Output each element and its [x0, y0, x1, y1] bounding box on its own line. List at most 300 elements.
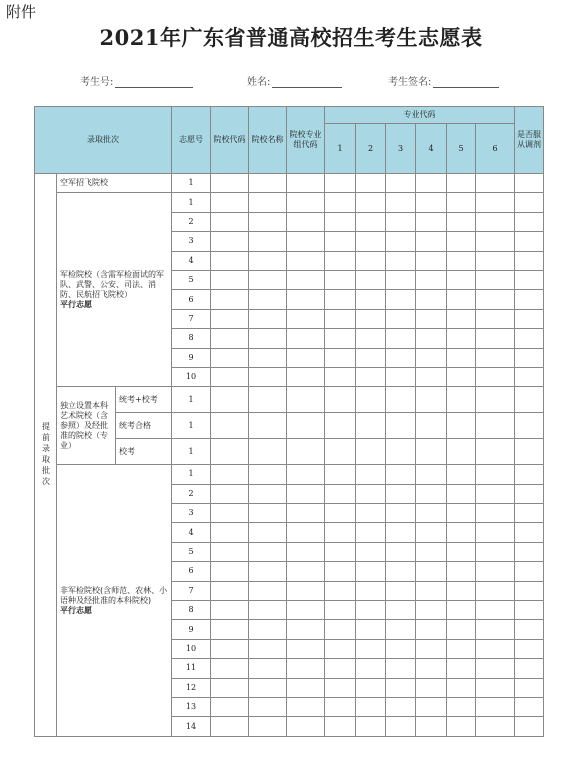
- signature-field[interactable]: [388, 73, 499, 88]
- major-1-cell[interactable]: [325, 348, 356, 367]
- school-name-cell[interactable]: [249, 620, 287, 639]
- major-3-cell[interactable]: [386, 620, 416, 639]
- school-name-cell[interactable]: [249, 484, 287, 503]
- adjust-cell[interactable]: [515, 174, 544, 193]
- major-group-code-cell[interactable]: [287, 387, 325, 413]
- major-4-cell[interactable]: [416, 290, 447, 309]
- adjust-cell[interactable]: [515, 484, 544, 503]
- major-2-cell[interactable]: [356, 465, 386, 484]
- major-group-code-cell[interactable]: [287, 290, 325, 309]
- major-5-cell[interactable]: [447, 659, 476, 678]
- major-3-cell[interactable]: [386, 367, 416, 386]
- major-3-cell[interactable]: [386, 697, 416, 716]
- major-5-cell[interactable]: [447, 717, 476, 736]
- major-group-code-cell[interactable]: [287, 601, 325, 620]
- major-1-cell[interactable]: [325, 465, 356, 484]
- choice-row: [35, 193, 544, 212]
- major-5-cell[interactable]: [447, 212, 476, 231]
- major-4-cell[interactable]: [416, 251, 447, 270]
- major-4-cell[interactable]: [416, 542, 447, 561]
- major-6-cell[interactable]: [476, 504, 515, 523]
- school-code-cell[interactable]: [211, 620, 249, 639]
- major-2-cell[interactable]: [356, 232, 386, 251]
- adjust-cell[interactable]: [515, 348, 544, 367]
- choice-row: [35, 465, 544, 484]
- adjust-cell[interactable]: [515, 270, 544, 289]
- school-name-cell[interactable]: [249, 329, 287, 348]
- major-6-cell[interactable]: [476, 387, 515, 413]
- major-1-cell[interactable]: [325, 367, 356, 386]
- major-group-code-cell[interactable]: [287, 542, 325, 561]
- school-name-cell[interactable]: [249, 212, 287, 231]
- major-1-cell[interactable]: [325, 413, 356, 439]
- major-1-cell[interactable]: [325, 309, 356, 328]
- major-3-cell[interactable]: [386, 717, 416, 736]
- major-1-cell[interactable]: [325, 212, 356, 231]
- major-5-cell[interactable]: [447, 484, 476, 503]
- major-4-cell[interactable]: [416, 465, 447, 484]
- school-name-cell[interactable]: [249, 504, 287, 523]
- major-6-cell[interactable]: [476, 542, 515, 561]
- major-5-cell[interactable]: [447, 504, 476, 523]
- exam-number-field[interactable]: [80, 73, 193, 88]
- choice-number: 14: [172, 717, 211, 736]
- choice-number: 6: [172, 290, 211, 309]
- major-6-cell[interactable]: [476, 348, 515, 367]
- major-3-cell[interactable]: [386, 387, 416, 413]
- school-code-cell[interactable]: [211, 697, 249, 716]
- major-group-code-cell[interactable]: [287, 212, 325, 231]
- major-4-cell[interactable]: [416, 413, 447, 439]
- major-3-cell[interactable]: [386, 309, 416, 328]
- major-5-cell[interactable]: [447, 678, 476, 697]
- major-2-cell[interactable]: [356, 367, 386, 386]
- header-major-group-code: 院校专业组代码: [287, 107, 325, 174]
- major-5-cell[interactable]: [447, 542, 476, 561]
- major-6-cell[interactable]: [476, 484, 515, 503]
- school-name-cell[interactable]: [249, 232, 287, 251]
- major-3-cell[interactable]: [386, 174, 416, 193]
- school-code-cell[interactable]: [211, 601, 249, 620]
- major-3-cell[interactable]: [386, 290, 416, 309]
- major-group-code-cell[interactable]: [287, 174, 325, 193]
- major-3-cell[interactable]: [386, 504, 416, 523]
- major-3-cell[interactable]: [386, 329, 416, 348]
- major-group-code-cell[interactable]: [287, 523, 325, 542]
- major-6-cell[interactable]: [476, 601, 515, 620]
- major-6-cell[interactable]: [476, 232, 515, 251]
- major-4-cell[interactable]: [416, 232, 447, 251]
- major-2-cell[interactable]: [356, 309, 386, 328]
- major-4-cell[interactable]: [416, 270, 447, 289]
- non-military-label: 非军检院校(含师范、农林、小语种及经批准的本科院校): [60, 585, 168, 605]
- major-3-cell[interactable]: [386, 270, 416, 289]
- school-name-cell[interactable]: [249, 367, 287, 386]
- major-4-cell[interactable]: [416, 367, 447, 386]
- major-group-code-cell[interactable]: [287, 348, 325, 367]
- major-3-cell[interactable]: [386, 659, 416, 678]
- major-6-cell[interactable]: [476, 678, 515, 697]
- major-4-cell[interactable]: [416, 484, 447, 503]
- major-6-cell[interactable]: [476, 439, 515, 465]
- major-1-cell[interactable]: [325, 542, 356, 561]
- major-2-cell[interactable]: [356, 542, 386, 561]
- major-1-cell[interactable]: [325, 620, 356, 639]
- major-3-cell[interactable]: [386, 639, 416, 658]
- adjust-cell[interactable]: [515, 309, 544, 328]
- major-1-cell[interactable]: [325, 523, 356, 542]
- major-5-cell[interactable]: [447, 348, 476, 367]
- school-code-cell[interactable]: [211, 290, 249, 309]
- header-major-col: 4: [416, 124, 447, 174]
- school-code-cell[interactable]: [211, 193, 249, 212]
- school-name-cell[interactable]: [249, 542, 287, 561]
- major-group-code-cell[interactable]: [287, 251, 325, 270]
- school-name-cell[interactable]: [249, 717, 287, 736]
- school-name-cell[interactable]: [249, 174, 287, 193]
- major-group-code-cell[interactable]: [287, 329, 325, 348]
- adjust-cell[interactable]: [515, 678, 544, 697]
- major-3-cell[interactable]: [386, 581, 416, 600]
- school-code-cell[interactable]: [211, 413, 249, 439]
- choice-number: 5: [172, 270, 211, 289]
- choice-number: 5: [172, 542, 211, 561]
- major-5-cell[interactable]: [447, 387, 476, 413]
- school-code-cell[interactable]: [211, 678, 249, 697]
- major-5-cell[interactable]: [447, 367, 476, 386]
- major-4-cell[interactable]: [416, 659, 447, 678]
- major-3-cell[interactable]: [386, 465, 416, 484]
- major-6-cell[interactable]: [476, 523, 515, 542]
- major-1-cell[interactable]: [325, 601, 356, 620]
- major-2-cell[interactable]: [356, 659, 386, 678]
- major-3-cell[interactable]: [386, 678, 416, 697]
- major-6-cell[interactable]: [476, 697, 515, 716]
- school-code-cell[interactable]: [211, 717, 249, 736]
- major-1-cell[interactable]: [325, 659, 356, 678]
- school-code-cell[interactable]: [211, 504, 249, 523]
- major-1-cell[interactable]: [325, 562, 356, 581]
- major-1-cell[interactable]: [325, 717, 356, 736]
- adjust-cell[interactable]: [515, 413, 544, 439]
- adjust-cell[interactable]: [515, 212, 544, 231]
- adjust-cell[interactable]: [515, 439, 544, 465]
- major-4-cell[interactable]: [416, 212, 447, 231]
- major-1-cell[interactable]: [325, 251, 356, 270]
- school-name-cell[interactable]: [249, 581, 287, 600]
- major-6-cell[interactable]: [476, 174, 515, 193]
- adjust-cell[interactable]: [515, 465, 544, 484]
- major-6-cell[interactable]: [476, 251, 515, 270]
- major-1-cell[interactable]: [325, 639, 356, 658]
- major-group-code-cell[interactable]: [287, 465, 325, 484]
- major-4-cell[interactable]: [416, 620, 447, 639]
- major-6-cell[interactable]: [476, 193, 515, 212]
- major-1-cell[interactable]: [325, 581, 356, 600]
- major-1-cell[interactable]: [325, 678, 356, 697]
- adjust-cell[interactable]: [515, 659, 544, 678]
- major-group-code-cell[interactable]: [287, 620, 325, 639]
- major-5-cell[interactable]: [447, 620, 476, 639]
- major-3-cell[interactable]: [386, 348, 416, 367]
- major-5-cell[interactable]: [447, 639, 476, 658]
- school-name-cell[interactable]: [249, 251, 287, 270]
- major-5-cell[interactable]: [447, 562, 476, 581]
- major-3-cell[interactable]: [386, 193, 416, 212]
- choice-number: 9: [172, 348, 211, 367]
- major-2-cell[interactable]: [356, 484, 386, 503]
- major-6-cell[interactable]: [476, 309, 515, 328]
- school-code-cell[interactable]: [211, 639, 249, 658]
- school-name-cell[interactable]: [249, 562, 287, 581]
- major-3-cell[interactable]: [386, 601, 416, 620]
- major-4-cell[interactable]: [416, 174, 447, 193]
- major-4-cell[interactable]: [416, 678, 447, 697]
- major-6-cell[interactable]: [476, 620, 515, 639]
- major-5-cell[interactable]: [447, 174, 476, 193]
- adjust-cell[interactable]: [515, 232, 544, 251]
- signature-label: 考生签名:: [388, 77, 432, 88]
- name-field[interactable]: [247, 73, 342, 88]
- major-4-cell[interactable]: [416, 348, 447, 367]
- school-code-cell[interactable]: [211, 270, 249, 289]
- major-group-code-cell[interactable]: [287, 367, 325, 386]
- major-3-cell[interactable]: [386, 212, 416, 231]
- major-group-code-cell[interactable]: [287, 484, 325, 503]
- school-code-cell[interactable]: [211, 367, 249, 386]
- major-5-cell[interactable]: [447, 309, 476, 328]
- major-6-cell[interactable]: [476, 212, 515, 231]
- school-code-cell[interactable]: [211, 387, 249, 413]
- school-code-cell[interactable]: [211, 174, 249, 193]
- major-1-cell[interactable]: [325, 270, 356, 289]
- school-code-cell[interactable]: [211, 348, 249, 367]
- major-group-code-cell[interactable]: [287, 639, 325, 658]
- major-2-cell[interactable]: [356, 620, 386, 639]
- major-1-cell[interactable]: [325, 290, 356, 309]
- major-2-cell[interactable]: [356, 504, 386, 523]
- major-6-cell[interactable]: [476, 717, 515, 736]
- choice-number: 7: [172, 581, 211, 600]
- major-5-cell[interactable]: [447, 232, 476, 251]
- major-2-cell[interactable]: [356, 251, 386, 270]
- school-name-cell[interactable]: [249, 387, 287, 413]
- major-4-cell[interactable]: [416, 717, 447, 736]
- major-3-cell[interactable]: [386, 232, 416, 251]
- adjust-cell[interactable]: [515, 697, 544, 716]
- adjust-cell[interactable]: [515, 193, 544, 212]
- major-5-cell[interactable]: [447, 439, 476, 465]
- major-3-cell[interactable]: [386, 523, 416, 542]
- major-4-cell[interactable]: [416, 504, 447, 523]
- major-6-cell[interactable]: [476, 581, 515, 600]
- major-2-cell[interactable]: [356, 348, 386, 367]
- major-group-code-cell[interactable]: [287, 562, 325, 581]
- major-group-code-cell[interactable]: [287, 413, 325, 439]
- major-5-cell[interactable]: [447, 697, 476, 716]
- major-2-cell[interactable]: [356, 193, 386, 212]
- major-2-cell[interactable]: [356, 329, 386, 348]
- major-2-cell[interactable]: [356, 717, 386, 736]
- school-name-cell[interactable]: [249, 678, 287, 697]
- major-group-code-cell[interactable]: [287, 270, 325, 289]
- school-name-cell[interactable]: [249, 601, 287, 620]
- major-1-cell[interactable]: [325, 174, 356, 193]
- major-1-cell[interactable]: [325, 504, 356, 523]
- major-4-cell[interactable]: [416, 562, 447, 581]
- major-6-cell[interactable]: [476, 290, 515, 309]
- major-3-cell[interactable]: [386, 251, 416, 270]
- school-code-cell[interactable]: [211, 659, 249, 678]
- major-group-code-cell[interactable]: [287, 659, 325, 678]
- adjust-cell[interactable]: [515, 387, 544, 413]
- major-4-cell[interactable]: [416, 601, 447, 620]
- school-name-cell[interactable]: [249, 290, 287, 309]
- adjust-cell[interactable]: [515, 601, 544, 620]
- school-code-cell[interactable]: [211, 232, 249, 251]
- school-code-cell[interactable]: [211, 439, 249, 465]
- major-2-cell[interactable]: [356, 212, 386, 231]
- school-code-cell[interactable]: [211, 465, 249, 484]
- school-code-cell[interactable]: [211, 581, 249, 600]
- major-3-cell[interactable]: [386, 413, 416, 439]
- adjust-cell[interactable]: [515, 620, 544, 639]
- major-group-code-cell[interactable]: [287, 581, 325, 600]
- major-4-cell[interactable]: [416, 193, 447, 212]
- adjust-cell[interactable]: [515, 717, 544, 736]
- major-5-cell[interactable]: [447, 413, 476, 439]
- school-name-cell[interactable]: [249, 193, 287, 212]
- school-code-cell[interactable]: [211, 542, 249, 561]
- major-1-cell[interactable]: [325, 232, 356, 251]
- major-5-cell[interactable]: [447, 581, 476, 600]
- major-2-cell[interactable]: [356, 270, 386, 289]
- major-6-cell[interactable]: [476, 659, 515, 678]
- school-name-cell[interactable]: [249, 413, 287, 439]
- art-type: 统考合格: [116, 413, 172, 439]
- school-name-cell[interactable]: [249, 465, 287, 484]
- major-group-code-cell[interactable]: [287, 678, 325, 697]
- major-1-cell[interactable]: [325, 329, 356, 348]
- major-2-cell[interactable]: [356, 523, 386, 542]
- major-6-cell[interactable]: [476, 329, 515, 348]
- major-2-cell[interactable]: [356, 678, 386, 697]
- major-1-cell[interactable]: [325, 387, 356, 413]
- major-5-cell[interactable]: [447, 329, 476, 348]
- major-group-code-cell[interactable]: [287, 697, 325, 716]
- adjust-cell[interactable]: [515, 523, 544, 542]
- major-5-cell[interactable]: [447, 523, 476, 542]
- school-code-cell[interactable]: [211, 309, 249, 328]
- major-5-cell[interactable]: [447, 290, 476, 309]
- non-military-section-label: [57, 465, 172, 736]
- school-name-cell[interactable]: [249, 659, 287, 678]
- major-4-cell[interactable]: [416, 329, 447, 348]
- major-5-cell[interactable]: [447, 601, 476, 620]
- school-name-cell[interactable]: [249, 439, 287, 465]
- school-code-cell[interactable]: [211, 251, 249, 270]
- major-group-code-cell[interactable]: [287, 439, 325, 465]
- school-code-cell[interactable]: [211, 329, 249, 348]
- major-2-cell[interactable]: [356, 601, 386, 620]
- adjust-cell[interactable]: [515, 504, 544, 523]
- major-2-cell[interactable]: [356, 439, 386, 465]
- major-2-cell[interactable]: [356, 174, 386, 193]
- adjust-cell[interactable]: [515, 639, 544, 658]
- major-3-cell[interactable]: [386, 542, 416, 561]
- major-5-cell[interactable]: [447, 251, 476, 270]
- major-3-cell[interactable]: [386, 439, 416, 465]
- major-1-cell[interactable]: [325, 193, 356, 212]
- major-group-code-cell[interactable]: [287, 309, 325, 328]
- major-5-cell[interactable]: [447, 465, 476, 484]
- major-1-cell[interactable]: [325, 439, 356, 465]
- major-5-cell[interactable]: [447, 270, 476, 289]
- major-6-cell[interactable]: [476, 270, 515, 289]
- major-6-cell[interactable]: [476, 367, 515, 386]
- adjust-cell[interactable]: [515, 542, 544, 561]
- major-2-cell[interactable]: [356, 697, 386, 716]
- school-code-cell[interactable]: [211, 212, 249, 231]
- adjust-cell[interactable]: [515, 251, 544, 270]
- choice-number: 13: [172, 697, 211, 716]
- major-4-cell[interactable]: [416, 387, 447, 413]
- major-4-cell[interactable]: [416, 639, 447, 658]
- school-name-cell[interactable]: [249, 639, 287, 658]
- school-code-cell[interactable]: [211, 523, 249, 542]
- major-4-cell[interactable]: [416, 309, 447, 328]
- school-name-cell[interactable]: [249, 348, 287, 367]
- major-group-code-cell[interactable]: [287, 717, 325, 736]
- adjust-cell[interactable]: [515, 367, 544, 386]
- major-6-cell[interactable]: [476, 465, 515, 484]
- major-5-cell[interactable]: [447, 193, 476, 212]
- school-name-cell[interactable]: [249, 309, 287, 328]
- school-code-cell[interactable]: [211, 484, 249, 503]
- major-4-cell[interactable]: [416, 523, 447, 542]
- major-2-cell[interactable]: [356, 639, 386, 658]
- major-3-cell[interactable]: [386, 484, 416, 503]
- adjust-cell[interactable]: [515, 562, 544, 581]
- adjust-cell[interactable]: [515, 581, 544, 600]
- major-4-cell[interactable]: [416, 697, 447, 716]
- school-name-cell[interactable]: [249, 697, 287, 716]
- choice-number: 8: [172, 329, 211, 348]
- adjust-cell[interactable]: [515, 329, 544, 348]
- major-2-cell[interactable]: [356, 581, 386, 600]
- major-4-cell[interactable]: [416, 439, 447, 465]
- major-4-cell[interactable]: [416, 581, 447, 600]
- adjust-cell[interactable]: [515, 290, 544, 309]
- major-group-code-cell[interactable]: [287, 232, 325, 251]
- school-name-cell[interactable]: [249, 270, 287, 289]
- major-6-cell[interactable]: [476, 413, 515, 439]
- major-3-cell[interactable]: [386, 562, 416, 581]
- major-2-cell[interactable]: [356, 290, 386, 309]
- major-1-cell[interactable]: [325, 697, 356, 716]
- school-code-cell[interactable]: [211, 562, 249, 581]
- school-name-cell[interactable]: [249, 523, 287, 542]
- major-1-cell[interactable]: [325, 484, 356, 503]
- major-group-code-cell[interactable]: [287, 504, 325, 523]
- major-6-cell[interactable]: [476, 639, 515, 658]
- major-2-cell[interactable]: [356, 387, 386, 413]
- major-group-code-cell[interactable]: [287, 193, 325, 212]
- major-2-cell[interactable]: [356, 562, 386, 581]
- major-6-cell[interactable]: [476, 562, 515, 581]
- header-major-col: 1: [325, 124, 356, 174]
- major-2-cell[interactable]: [356, 413, 386, 439]
